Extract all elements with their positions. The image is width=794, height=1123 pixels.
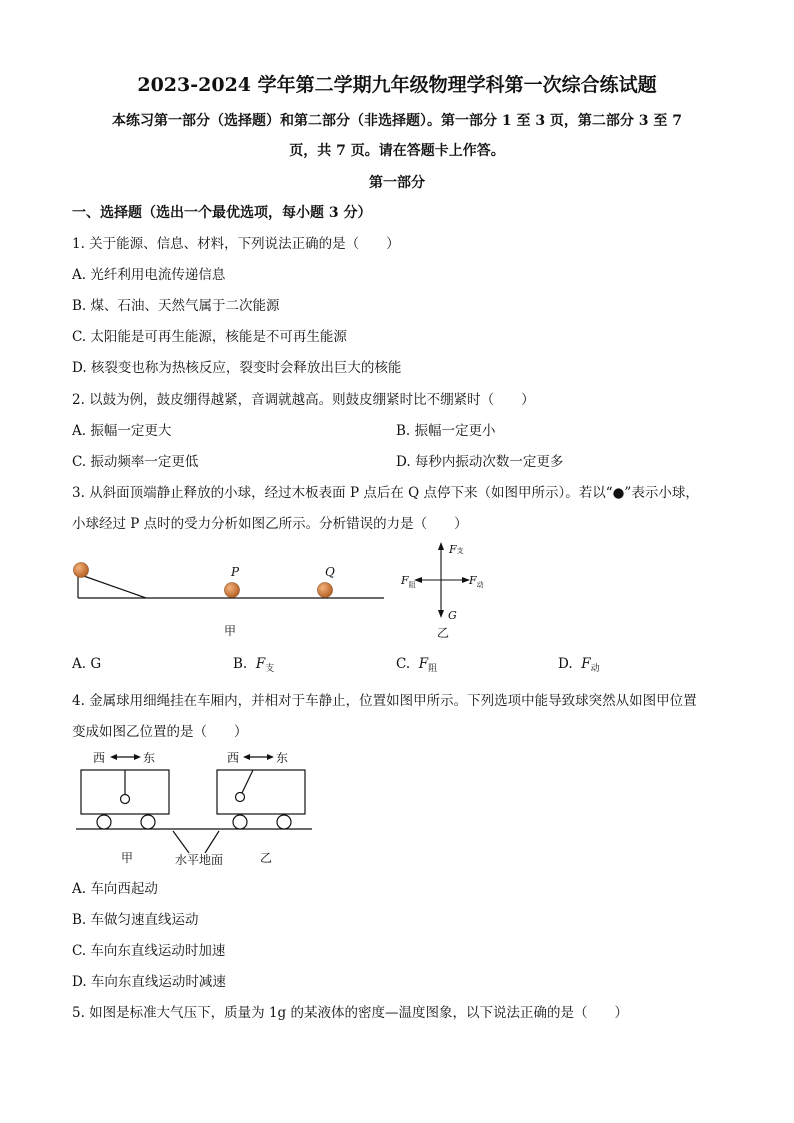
part-title: 第一部分 [369,175,425,191]
pendulum-ball-yi [236,793,245,802]
q1-option-d: D. 核裂变也称为热核反应，裂变时会释放出巨大的核能 [72,360,402,376]
q4-stem-2: 变成如图乙位置的是（ ） [72,724,248,740]
q1-stem: 1. 关于能源、信息、材料，下列说法正确的是（ ） [72,236,400,252]
q1-option-a: A. 光纤利用电流传递信息 [72,267,226,283]
force-label-friction: $F_阻$ [401,574,416,589]
section-title: 一、选择题（选出一个最优选项，每小题 3 分） [72,205,372,221]
q4-option-a: A. 车向西起动 [72,881,158,897]
q2-option-a: A. 振幅一定更大 [72,423,172,439]
q4-stem-1: 4. 金属球用细绳挂在车厢内，并相对于车静止，位置如图甲所示。下列选项中能导致球突然从如图甲位置 [72,693,697,709]
q3-option-b: B. $F_支$ [233,656,275,674]
label-jia: 甲 [224,624,237,638]
q2-option-d: D. 每秒内振动次数一定更多 [396,454,564,470]
car-yi [217,770,305,814]
force-label-motive: $F_动$ [469,574,484,589]
pendulum-ball-jia [121,795,130,804]
car-label-yi: 乙 [260,851,273,865]
intro-line-1: 本练习第一部分（选择题）和第二部分（非选择题）。第一部分 1 至 3 页，第二部分 3 至 7 [111,113,683,129]
q3-stem-1: 3. 从斜面顶端静止释放的小球，经过木板表面 P 点后在 Q 点停下来（如图甲所示）。若以“●”表示小球， [72,485,699,501]
q2-option-b: B. 振幅一定更小 [396,423,496,439]
force-label-support: F支 [449,543,464,556]
q2-option-c: C. 振动频率一定更低 [72,454,199,470]
q2-stem: 2. 以鼓为例，鼓皮绷得越紧，音调就越高。则鼓皮绷紧时比不绷紧时（ ） [72,392,535,408]
label-q: Q [325,565,335,579]
q4-option-b: B. 车做匀速直线运动 [72,912,199,928]
q1-option-b: B. 煤、石油、天然气属于二次能源 [72,298,280,314]
ground-label: 水平地面 [175,853,224,867]
q5-stem: 5. 如图是标准大气压下，质量为 1g 的某液体的密度—温度图象，以下说法正确的是（ ） [72,1005,628,1021]
q1-option-c: C. 太阳能是可再生能源，核能是不可再生能源 [72,329,347,345]
q4-option-c: C. 车向东直线运动时加速 [72,943,226,959]
q3-option-a: A. G [72,656,102,672]
direction-east-jia: 东 [143,751,156,765]
car-label-jia: 甲 [121,851,134,865]
intro-line-2: 页，共 7 页。请在答题卡上作答。 [289,143,505,159]
label-p: P [231,565,240,579]
q3-option-c: C. $F_阻$ [396,656,438,674]
q3-option-d: D. $F_动$ [558,656,600,674]
direction-west-yi: 西 [227,751,240,765]
q4-option-d: D. 车向东直线运动时减速 [72,974,226,990]
q3-stem-2: 小球经过 P 点时的受力分析如图乙所示。分析错误的力是（ ） [72,516,468,532]
direction-east-yi: 东 [276,751,289,765]
label-yi: 乙 [437,626,450,640]
force-label-gravity: G [448,609,457,622]
page-title: 2023-2024 学年第二学期九年级物理学科第一次综合练试题 [137,74,657,96]
direction-west-jia: 西 [93,751,106,765]
